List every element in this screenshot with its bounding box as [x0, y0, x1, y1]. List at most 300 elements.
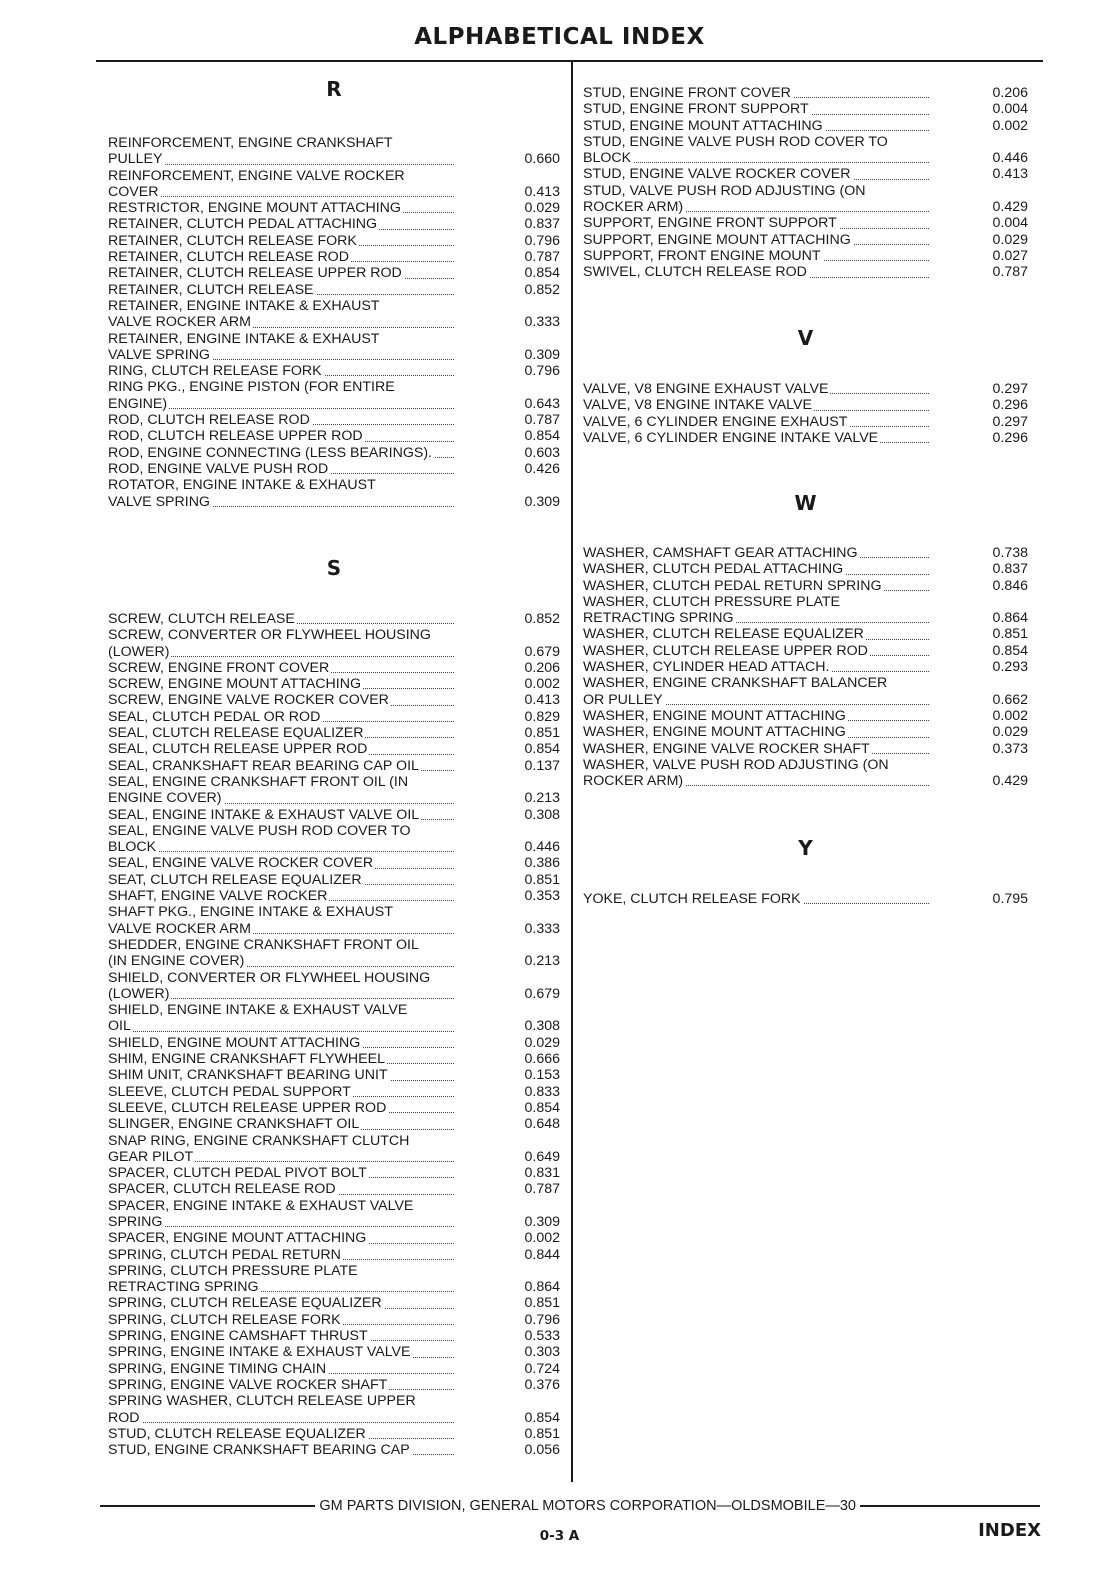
index-entry — [108, 168, 560, 201]
index-entry — [583, 248, 1028, 264]
index-entry-text: SEAL, ENGINE INTAKE & EXHAUST VALVE OIL — [108, 806, 420, 823]
index-entry-description — [108, 445, 460, 461]
index-entry-description — [583, 891, 935, 907]
index-entry-text: WASHER, ENGINE CRANKSHAFT BALANCER OR PULLEY — [583, 675, 888, 708]
index-entry — [108, 904, 560, 937]
index-entry-page: 0.296 — [992, 429, 1028, 446]
index-entry-description — [108, 888, 460, 904]
index-entry-text: SHIELD, ENGINE INTAKE & EXHAUST VALVE OIL — [108, 1002, 408, 1035]
index-entry-text: WASHER, ENGINE MOUNT ATTACHING — [583, 707, 846, 724]
index-entry — [108, 298, 560, 331]
index-entry-page: 0.787 — [992, 264, 1028, 281]
index-entry — [583, 626, 1028, 642]
index-entry-text: SHIM UNIT, CRANKSHAFT BEARING UNIT — [108, 1067, 388, 1084]
index-entry-text: RETAINER, CLUTCH PEDAL ATTACHING — [108, 216, 378, 233]
index-entry-page: 0.303 — [524, 1344, 560, 1361]
index-entry-page: 0.833 — [524, 1083, 560, 1100]
index-entry-description — [108, 1230, 460, 1246]
index-entry — [108, 1181, 560, 1197]
index-entry-page: 0.297 — [992, 413, 1028, 430]
index-entry-description — [108, 477, 460, 510]
index-entry-description — [108, 298, 460, 331]
index-entry-page: 0.603 — [524, 444, 560, 461]
index-entry — [583, 414, 1028, 430]
index-entry-page: 0.643 — [524, 395, 560, 412]
index-entry-page: 0.309 — [524, 493, 560, 510]
index-entry-description — [108, 676, 460, 692]
index-entry-page: 0.851 — [992, 626, 1028, 643]
column-divider — [571, 62, 573, 1482]
index-entry-description — [583, 264, 935, 280]
index-entry-text: RING PKG., ENGINE PISTON (FOR ENTIRE ENGINE) — [108, 379, 395, 412]
index-entry-text: WASHER, ENGINE VALVE ROCKER SHAFT — [583, 740, 870, 757]
index-entry-page: 0.829 — [524, 708, 560, 725]
index-entry — [108, 1328, 560, 1344]
index-entry-page: 0.426 — [524, 460, 560, 477]
index-entry-text: STUD, ENGINE VALVE ROCKER COVER — [583, 166, 851, 183]
index-entry-description — [108, 660, 460, 676]
index-entry-text: ROD, CLUTCH RELEASE UPPER ROD — [108, 428, 363, 445]
index-entry-description — [108, 970, 460, 1003]
index-entry — [108, 823, 560, 856]
index-entry-page: 0.679 — [524, 985, 560, 1002]
index-entry — [108, 709, 560, 725]
index-entry-page: 0.213 — [524, 790, 560, 807]
index-entry-description — [108, 233, 460, 249]
index-entry — [108, 758, 560, 774]
index-entry-page: 0.413 — [524, 183, 560, 200]
index-entry-description — [583, 101, 935, 117]
index-entry-text: SLINGER, ENGINE CRANKSHAFT OIL — [108, 1116, 360, 1133]
index-entry-page: 0.679 — [524, 643, 560, 660]
index-entry-text: SEAL, CLUTCH PEDAL OR ROD — [108, 708, 321, 725]
index-entry — [583, 118, 1028, 134]
index-entry-text: STUD, VALVE PUSH ROD ADJUSTING (ON ROCKER ARM) — [583, 182, 866, 216]
index-entry — [583, 101, 1028, 117]
index-entry — [108, 1198, 560, 1231]
index-entry-text: VALVE, 6 CYLINDER ENGINE EXHAUST — [583, 413, 848, 430]
index-entry — [108, 970, 560, 1003]
footer-section-label: INDEX — [978, 1520, 1041, 1541]
index-entry-page: 0.533 — [524, 1328, 560, 1345]
index-entry — [583, 757, 1028, 790]
index-entry-description — [108, 1100, 460, 1116]
index-entry-text: SHIELD, ENGINE MOUNT ATTACHING — [108, 1034, 361, 1051]
index-entry-text: SPACER, ENGINE MOUNT ATTACHING — [108, 1230, 367, 1247]
index-entry-text: ROD, ENGINE CONNECTING (LESS BEARINGS). — [108, 444, 432, 461]
index-entry — [108, 461, 560, 477]
index-entry-text: WASHER, CYLINDER HEAD ATTACH. — [583, 659, 830, 676]
index-entry-text: SPRING, ENGINE INTAKE & EXHAUST VALVE — [108, 1344, 411, 1361]
index-entry-page: 0.854 — [992, 642, 1028, 659]
index-entry-text: RETAINER, CLUTCH RELEASE — [108, 281, 314, 298]
index-entry-text: VALVE, 6 CYLINDER ENGINE INTAKE VALVE — [583, 429, 879, 446]
index-entry — [108, 1084, 560, 1100]
index-entry — [108, 1035, 560, 1051]
index-entry — [583, 545, 1028, 561]
index-entry-page: 0.648 — [524, 1116, 560, 1133]
index-entry-text: WASHER, CLUTCH RELEASE EQUALIZER — [583, 626, 864, 643]
index-entry-text: REINFORCEMENT, ENGINE CRANKSHAFT PULLEY — [108, 135, 393, 168]
index-entry-page: 0.429 — [992, 773, 1028, 790]
index-entry-text: SEAT, CLUTCH RELEASE EQUALIZER — [108, 871, 362, 888]
index-entry-text: RETAINER, ENGINE INTAKE & EXHAUST VALVE ROCKER ARM — [108, 297, 380, 331]
index-entry-page: 0.308 — [524, 1018, 560, 1035]
index-entry — [108, 1100, 560, 1116]
index-entry-description — [108, 1328, 460, 1344]
index-entry-page: 0.837 — [524, 216, 560, 233]
index-entry — [108, 216, 560, 232]
index-entry-description — [108, 774, 460, 807]
index-entry-text: WASHER, CLUTCH PEDAL RETURN SPRING — [583, 577, 882, 594]
index-entry-description — [108, 823, 460, 856]
index-entry-description — [108, 1067, 460, 1083]
index-entry-text: STUD, ENGINE VALVE PUSH ROD COVER TO BLOCK — [583, 133, 888, 167]
index-entry-description — [108, 461, 460, 477]
index-entry-page: 0.002 — [524, 676, 560, 693]
index-entry — [108, 872, 560, 888]
index-entry-description — [583, 183, 935, 216]
index-entry-page: 0.796 — [524, 1311, 560, 1328]
index-entry-page: 0.029 — [524, 200, 560, 217]
index-entry-description — [108, 428, 460, 444]
section-s-continued-entries — [583, 85, 1028, 281]
section-heading-s: S — [326, 556, 342, 580]
index-entry-text: SCREW, ENGINE VALVE ROCKER COVER — [108, 692, 389, 709]
index-entry-page: 0.004 — [992, 101, 1028, 118]
index-entry-description — [108, 1361, 460, 1377]
index-entry — [108, 611, 560, 627]
index-entry — [108, 1393, 560, 1426]
index-entry-page: 0.296 — [992, 397, 1028, 414]
index-entry-description — [108, 1035, 460, 1051]
index-entry-text: SPRING, CLUTCH PEDAL RETURN — [108, 1246, 341, 1263]
index-entry-page: 0.153 — [524, 1067, 560, 1084]
index-entry-page: 0.852 — [524, 611, 560, 627]
index-entry — [108, 1312, 560, 1328]
index-entry-text: WASHER, VALVE PUSH ROD ADJUSTING (ON ROCKER ARM) — [583, 756, 889, 790]
index-entry — [108, 135, 560, 168]
index-entry-page: 0.446 — [992, 150, 1028, 167]
index-entry-page: 0.854 — [524, 265, 560, 282]
index-entry-description — [583, 134, 935, 167]
index-entry — [583, 134, 1028, 167]
index-entry-description — [583, 659, 935, 675]
index-entry-page: 0.029 — [524, 1034, 560, 1051]
index-entry-text: YOKE, CLUTCH RELEASE FORK — [583, 891, 801, 907]
index-entry — [583, 708, 1028, 724]
index-entry-description — [108, 1442, 460, 1458]
index-entry — [583, 85, 1028, 101]
index-entry-page: 0.333 — [524, 314, 560, 331]
index-entry-text: SHIELD, CONVERTER OR FLYWHEEL HOUSING (LOWER) — [108, 969, 431, 1002]
index-entry-page: 0.854 — [524, 1409, 560, 1426]
index-entry-page: 0.413 — [524, 692, 560, 709]
index-entry-description — [108, 1312, 460, 1328]
index-entry-text: WASHER, CLUTCH RELEASE UPPER ROD — [583, 642, 868, 659]
index-entry — [583, 561, 1028, 577]
index-entry — [108, 331, 560, 364]
index-entry-description — [108, 1247, 460, 1263]
index-entry-page: 0.852 — [524, 281, 560, 298]
index-entry-text: ROD, ENGINE VALVE PUSH ROD — [108, 460, 329, 477]
index-entry-page: 0.137 — [524, 757, 560, 774]
index-entry-description — [583, 381, 935, 397]
index-entry-text: RETAINER, CLUTCH RELEASE ROD — [108, 249, 349, 266]
index-entry — [583, 643, 1028, 659]
index-entry-text: SEAL, ENGINE VALVE PUSH ROD COVER TO BLOCK — [108, 822, 411, 856]
index-entry — [583, 891, 1028, 907]
index-entry — [108, 725, 560, 741]
index-entry — [108, 379, 560, 412]
index-entry-description — [583, 675, 935, 708]
index-entry-description — [583, 430, 935, 446]
index-entry-page: 0.864 — [524, 1279, 560, 1296]
index-entry — [108, 363, 560, 379]
index-entry-text: VALVE, V8 ENGINE INTAKE VALVE — [583, 397, 812, 414]
index-entry-text: SPACER, CLUTCH PEDAL PIVOT BOLT — [108, 1165, 367, 1182]
index-entry — [583, 741, 1028, 757]
index-entry-text: REINFORCEMENT, ENGINE VALVE ROCKER COVER — [108, 167, 405, 200]
index-entry — [583, 215, 1028, 231]
index-entry-text: SLEEVE, CLUTCH PEDAL SUPPORT — [108, 1083, 351, 1100]
index-entry-description — [108, 1426, 460, 1442]
index-entry-description — [108, 363, 460, 379]
index-entry-description — [108, 1295, 460, 1311]
index-entry-text: SUPPORT, FRONT ENGINE MOUNT — [583, 247, 821, 264]
index-entry-description — [583, 594, 935, 627]
index-entry — [583, 430, 1028, 446]
index-entry-text: SEAL, CLUTCH RELEASE EQUALIZER — [108, 725, 364, 742]
section-heading-y: Y — [798, 836, 813, 860]
index-entry — [108, 855, 560, 871]
index-entry-page: 0.796 — [524, 232, 560, 249]
index-entry-text: SCREW, ENGINE MOUNT ATTACHING — [108, 676, 362, 693]
index-entry-text: RETAINER, ENGINE INTAKE & EXHAUST VALVE SPRING — [108, 330, 380, 363]
index-entry-text: SEAL, ENGINE VALVE ROCKER COVER — [108, 855, 374, 872]
index-entry-page: 0.027 — [992, 247, 1028, 264]
footer-page-code: 0-3 A — [539, 1528, 580, 1544]
index-entry-page: 0.851 — [524, 1295, 560, 1312]
index-entry-page: 0.308 — [524, 806, 560, 823]
index-entry — [108, 1344, 560, 1360]
index-entry-text: SUPPORT, ENGINE FRONT SUPPORT — [583, 215, 837, 232]
index-entry — [583, 675, 1028, 708]
index-entry-description — [583, 741, 935, 757]
index-entry-description — [108, 758, 460, 774]
index-entry-description — [108, 1344, 460, 1360]
index-entry-page: 0.662 — [992, 691, 1028, 708]
index-entry-description — [108, 1084, 460, 1100]
index-entry-page: 0.429 — [992, 199, 1028, 216]
index-entry-description — [583, 757, 935, 790]
index-entry-page: 0.446 — [524, 839, 560, 856]
index-entry-description — [108, 1116, 460, 1132]
index-entry-description — [108, 807, 460, 823]
index-entry — [108, 200, 560, 216]
index-entry-page: 0.796 — [524, 363, 560, 380]
index-entry-description — [583, 118, 935, 134]
index-entry-page: 0.851 — [524, 1425, 560, 1442]
index-entry — [108, 265, 560, 281]
index-entry-text: SEAL, CRANKSHAFT REAR BEARING CAP OIL — [108, 757, 419, 774]
section-heading-v: V — [797, 326, 814, 350]
index-entry-description — [108, 1393, 460, 1426]
index-entry — [108, 1247, 560, 1263]
index-entry-text: WASHER, CLUTCH PRESSURE PLATE RETRACTING SPRING — [583, 593, 840, 627]
footer-publisher: GM PARTS DIVISION, GENERAL MOTORS CORPORATION—OLDSMOBILE—30 — [319, 1498, 856, 1514]
index-entry-page: 0.787 — [524, 249, 560, 266]
index-entry-page: 0.738 — [992, 545, 1028, 561]
index-entry-description — [108, 692, 460, 708]
index-entry-text: SHIM, ENGINE CRANKSHAFT FLYWHEEL — [108, 1051, 385, 1068]
index-entry-text: RING, CLUTCH RELEASE FORK — [108, 363, 322, 380]
index-entry-description — [108, 1002, 460, 1035]
index-entry-page: 0.056 — [524, 1442, 560, 1459]
index-entry — [108, 660, 560, 676]
section-r-entries — [108, 135, 560, 510]
index-entry — [108, 1165, 560, 1181]
index-entry-page: 0.844 — [524, 1246, 560, 1263]
index-entry — [108, 282, 560, 298]
index-entry-description — [108, 282, 460, 298]
footer-rule-right — [860, 1505, 1040, 1507]
index-entry-text: STUD, CLUTCH RELEASE EQUALIZER — [108, 1425, 366, 1442]
index-entry-text: SNAP RING, ENGINE CRANKSHAFT CLUTCH GEAR PILOT — [108, 1132, 410, 1165]
index-entry-text: RETAINER, CLUTCH RELEASE UPPER ROD — [108, 265, 402, 282]
index-entry — [583, 183, 1028, 216]
index-entry-page: 0.854 — [524, 1099, 560, 1116]
index-entry-description — [108, 1051, 460, 1067]
index-entry-text: SPRING WASHER, CLUTCH RELEASE UPPER ROD — [108, 1393, 416, 1426]
index-entry — [583, 659, 1028, 675]
index-entry-description — [583, 85, 935, 101]
index-entry — [583, 397, 1028, 413]
index-entry-description — [583, 545, 935, 561]
index-entry-text: RETAINER, CLUTCH RELEASE FORK — [108, 232, 357, 249]
index-entry — [583, 381, 1028, 397]
index-entry-description — [583, 397, 935, 413]
index-entry-text: VALVE, V8 ENGINE EXHAUST VALVE — [583, 381, 829, 397]
index-entry-page: 0.851 — [524, 871, 560, 888]
index-entry-page: 0.854 — [524, 428, 560, 445]
section-y-entries — [583, 891, 1028, 907]
index-entry-text: SCREW, CLUTCH RELEASE — [108, 611, 295, 627]
index-entry-page: 0.864 — [992, 610, 1028, 627]
index-entry — [108, 412, 560, 428]
section-v-entries — [583, 381, 1028, 446]
index-entry — [108, 1263, 560, 1296]
index-entry-description — [108, 627, 460, 660]
index-entry-page: 0.309 — [524, 346, 560, 363]
index-entry — [583, 264, 1028, 280]
index-entry-description — [108, 872, 460, 888]
index-entry — [108, 888, 560, 904]
index-entry-description — [108, 937, 460, 970]
index-entry-description — [108, 412, 460, 428]
index-entry-text: WASHER, CAMSHAFT GEAR ATTACHING — [583, 545, 858, 561]
index-entry — [583, 724, 1028, 740]
index-entry-page: 0.386 — [524, 855, 560, 872]
index-entry-description — [108, 168, 460, 201]
title-rule — [96, 60, 1043, 62]
index-entry-description — [583, 626, 935, 642]
index-entry-description — [108, 1263, 460, 1296]
index-entry-page: 0.293 — [992, 659, 1028, 676]
index-entry-page: 0.666 — [524, 1051, 560, 1068]
index-entry-page: 0.309 — [524, 1213, 560, 1230]
index-entry — [108, 676, 560, 692]
footer-publisher-line — [100, 1498, 1040, 1514]
index-entry — [108, 741, 560, 757]
index-entry-text: SPRING, ENGINE TIMING CHAIN — [108, 1360, 327, 1377]
index-entry — [583, 594, 1028, 627]
section-heading-w: W — [794, 491, 817, 515]
index-entry-page: 0.213 — [524, 953, 560, 970]
index-entry — [108, 1377, 560, 1393]
index-entry-text: SCREW, CONVERTER OR FLYWHEEL HOUSING (LOWER) — [108, 627, 431, 660]
index-entry-page: 0.795 — [992, 891, 1028, 907]
index-entry-text: SPRING, CLUTCH PRESSURE PLATE RETRACTING SPRING — [108, 1262, 358, 1296]
index-entry-description — [583, 561, 935, 577]
index-entry-description — [108, 331, 460, 364]
index-entry-description — [583, 232, 935, 248]
index-entry — [583, 578, 1028, 594]
index-entry-text: SPRING, CLUTCH RELEASE EQUALIZER — [108, 1295, 382, 1312]
index-entry-text: SLEEVE, CLUTCH RELEASE UPPER ROD — [108, 1099, 387, 1116]
index-entry-text: SPRING, ENGINE CAMSHAFT THRUST — [108, 1328, 368, 1345]
index-entry-page: 0.004 — [992, 215, 1028, 232]
index-entry-text: ROD, CLUTCH RELEASE ROD — [108, 412, 310, 429]
footer-rule-left — [100, 1505, 315, 1507]
index-entry-text: SHAFT, ENGINE VALVE ROCKER — [108, 888, 328, 905]
index-entry-page: 0.376 — [524, 1376, 560, 1393]
index-entry — [108, 1051, 560, 1067]
index-entry-page: 0.413 — [992, 166, 1028, 183]
index-entry-description — [108, 1377, 460, 1393]
index-entry-text: SHEDDER, ENGINE CRANKSHAFT FRONT OIL (IN ENGINE COVER) — [108, 936, 419, 970]
index-entry-text: SEAL, CLUTCH RELEASE UPPER ROD — [108, 741, 368, 758]
index-entry-page: 0.353 — [524, 888, 560, 905]
index-entry — [108, 428, 560, 444]
index-entry-page: 0.846 — [992, 577, 1028, 594]
index-entry-page: 0.787 — [524, 412, 560, 429]
index-entry-description — [108, 855, 460, 871]
index-entry-description — [108, 1165, 460, 1181]
index-entry-page: 0.787 — [524, 1181, 560, 1198]
index-entry-page: 0.333 — [524, 920, 560, 937]
index-entry-description — [108, 249, 460, 265]
index-entry — [583, 232, 1028, 248]
index-entry-description — [108, 709, 460, 725]
index-entry-description — [583, 414, 935, 430]
section-heading-r: R — [326, 77, 342, 101]
index-entry-description — [108, 904, 460, 937]
index-entry — [108, 692, 560, 708]
index-entry — [108, 1361, 560, 1377]
index-entry-text: SHAFT PKG., ENGINE INTAKE & EXHAUST VALVE ROCKER ARM — [108, 904, 393, 937]
index-entry — [108, 249, 560, 265]
index-entry — [583, 166, 1028, 182]
index-entry-description — [108, 379, 460, 412]
index-entry-description — [583, 215, 935, 231]
index-entry-description — [583, 248, 935, 264]
index-entry-description — [108, 135, 460, 168]
index-entry-description — [108, 725, 460, 741]
index-entry-page: 0.837 — [992, 561, 1028, 578]
index-entry-description — [108, 200, 460, 216]
index-entry-text: SPACER, CLUTCH RELEASE ROD — [108, 1181, 336, 1198]
